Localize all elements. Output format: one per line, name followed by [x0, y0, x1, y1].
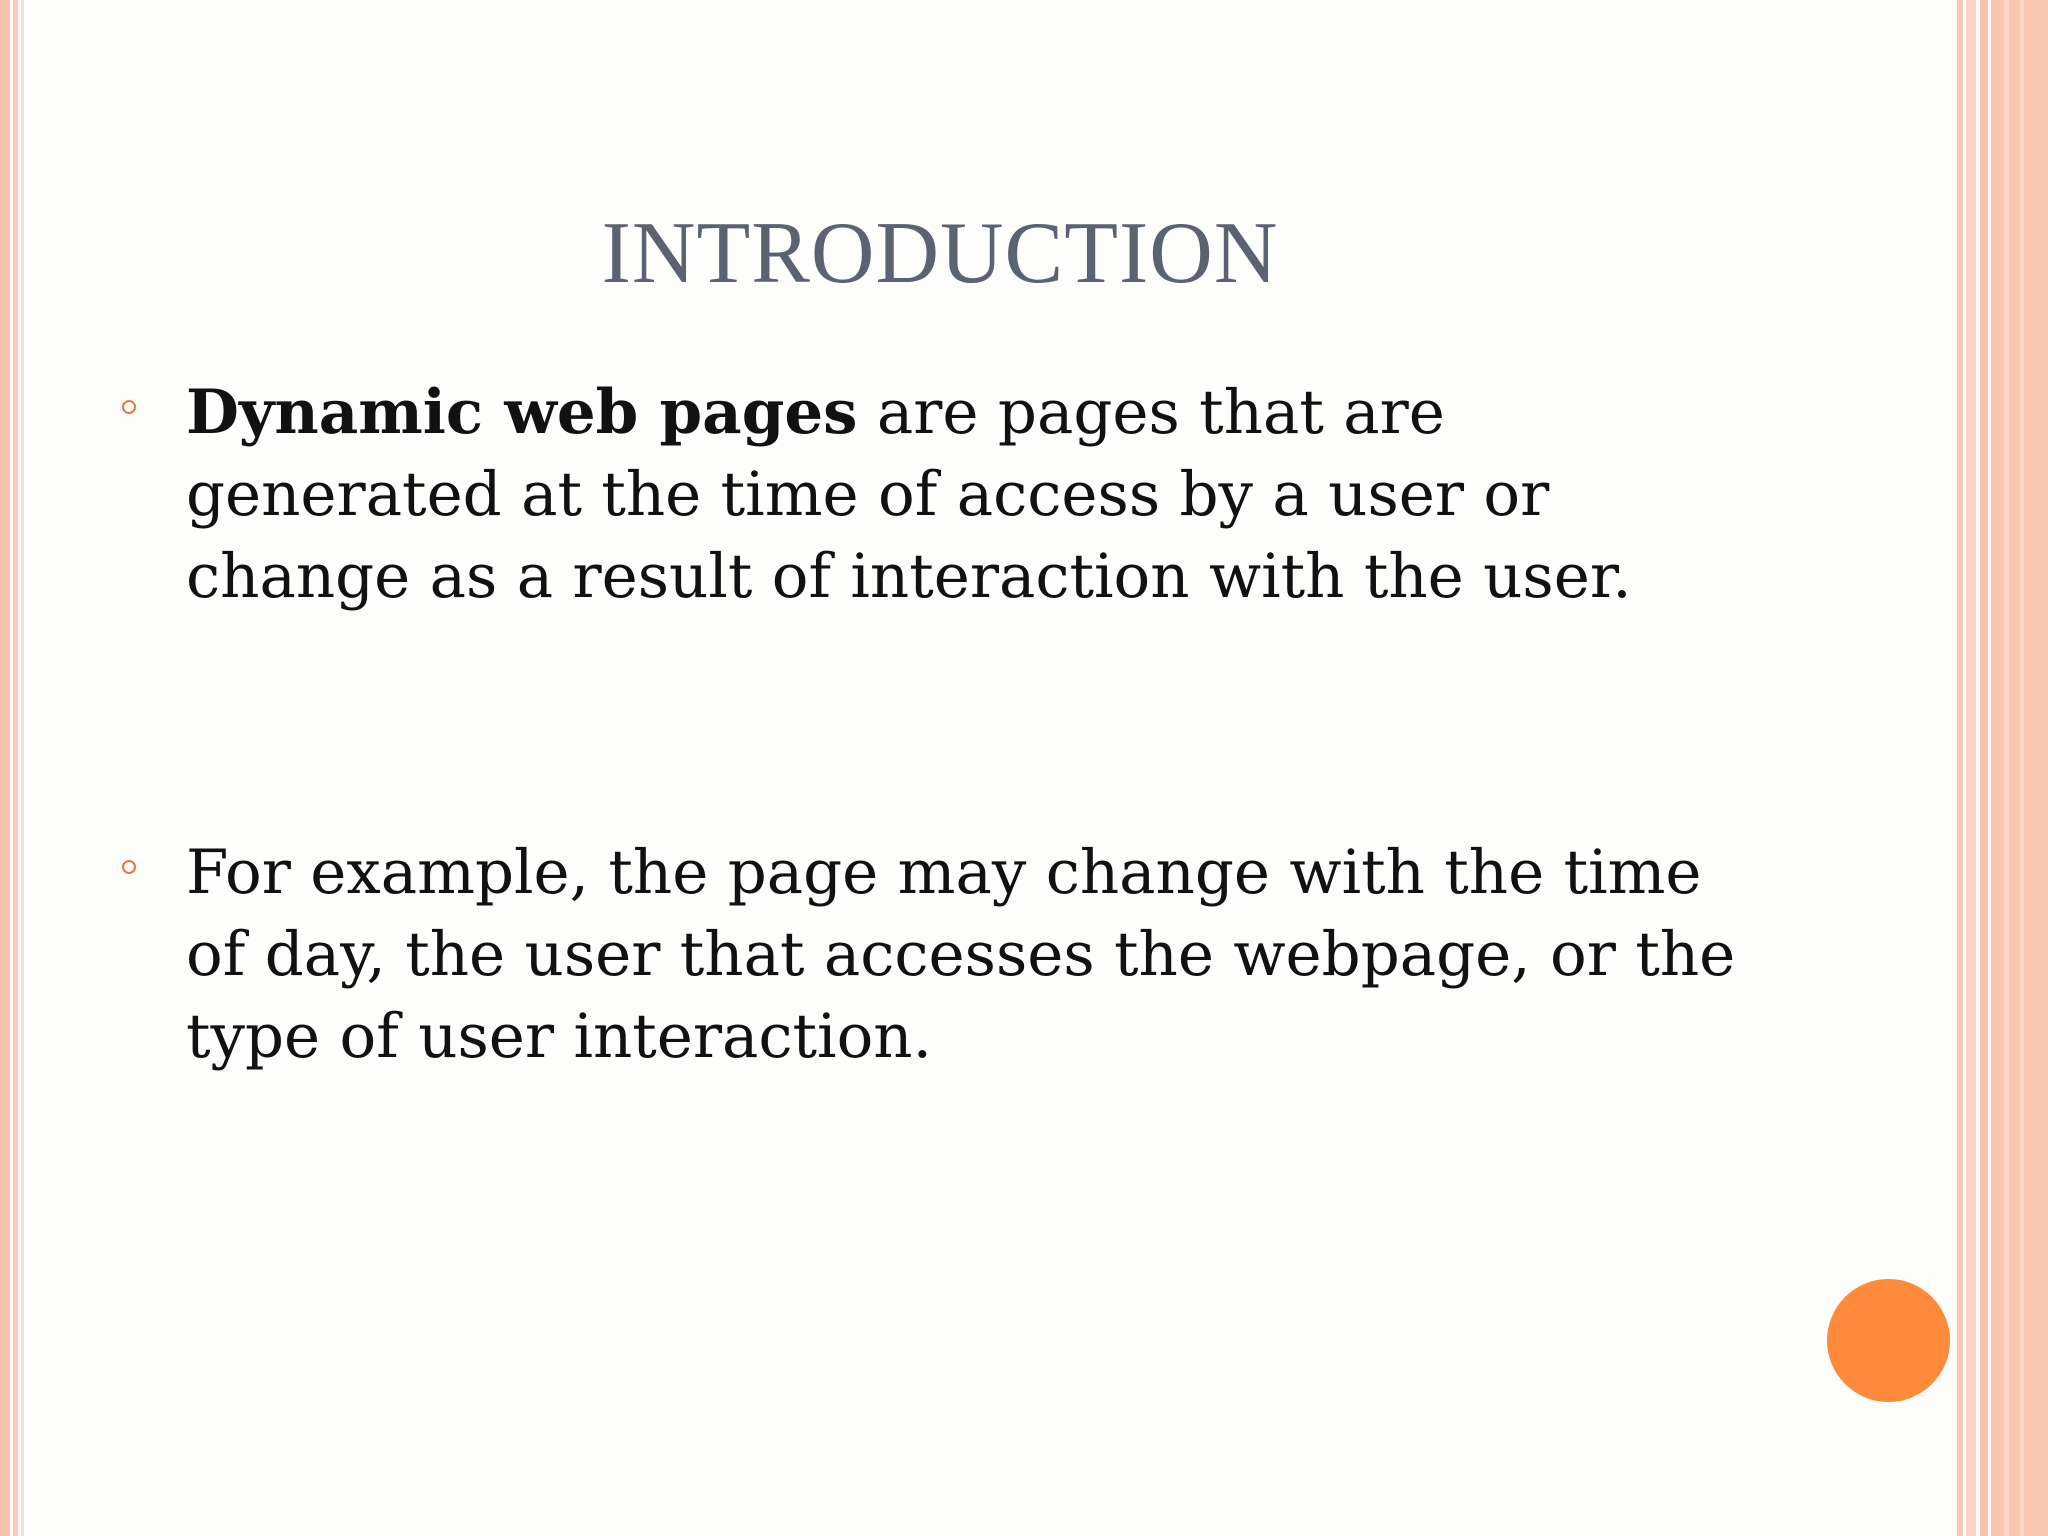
right-border-stripe	[1957, 0, 1963, 1536]
slide-title: INTRODUCTION	[601, 205, 1279, 302]
bullet-body: For example, the page may change with the time of day, the user that accesses the webpage, or the type of user interaction.	[186, 837, 1736, 1072]
bullet-bold-term: Dynamic web pages	[186, 377, 858, 448]
right-border-stripe	[1966, 0, 1976, 1536]
bullet-text	[186, 377, 1632, 612]
bullet-item	[120, 372, 1760, 618]
bullet-item	[120, 832, 1760, 1078]
right-border-stripe	[2020, 0, 2024, 1536]
bullet-body: are pages that are generated at the time of access by a user or change as a result of interaction with the user.	[186, 377, 1632, 612]
bullet-circle-icon	[122, 860, 136, 874]
bullet-circle-icon	[122, 400, 136, 414]
decorative-orange-circle	[1827, 1279, 1950, 1402]
right-border-stripe	[1980, 0, 1988, 1536]
bullet-list	[120, 372, 1760, 1078]
bullet-text	[186, 837, 1735, 1072]
right-border-stripe	[2004, 0, 2009, 1536]
